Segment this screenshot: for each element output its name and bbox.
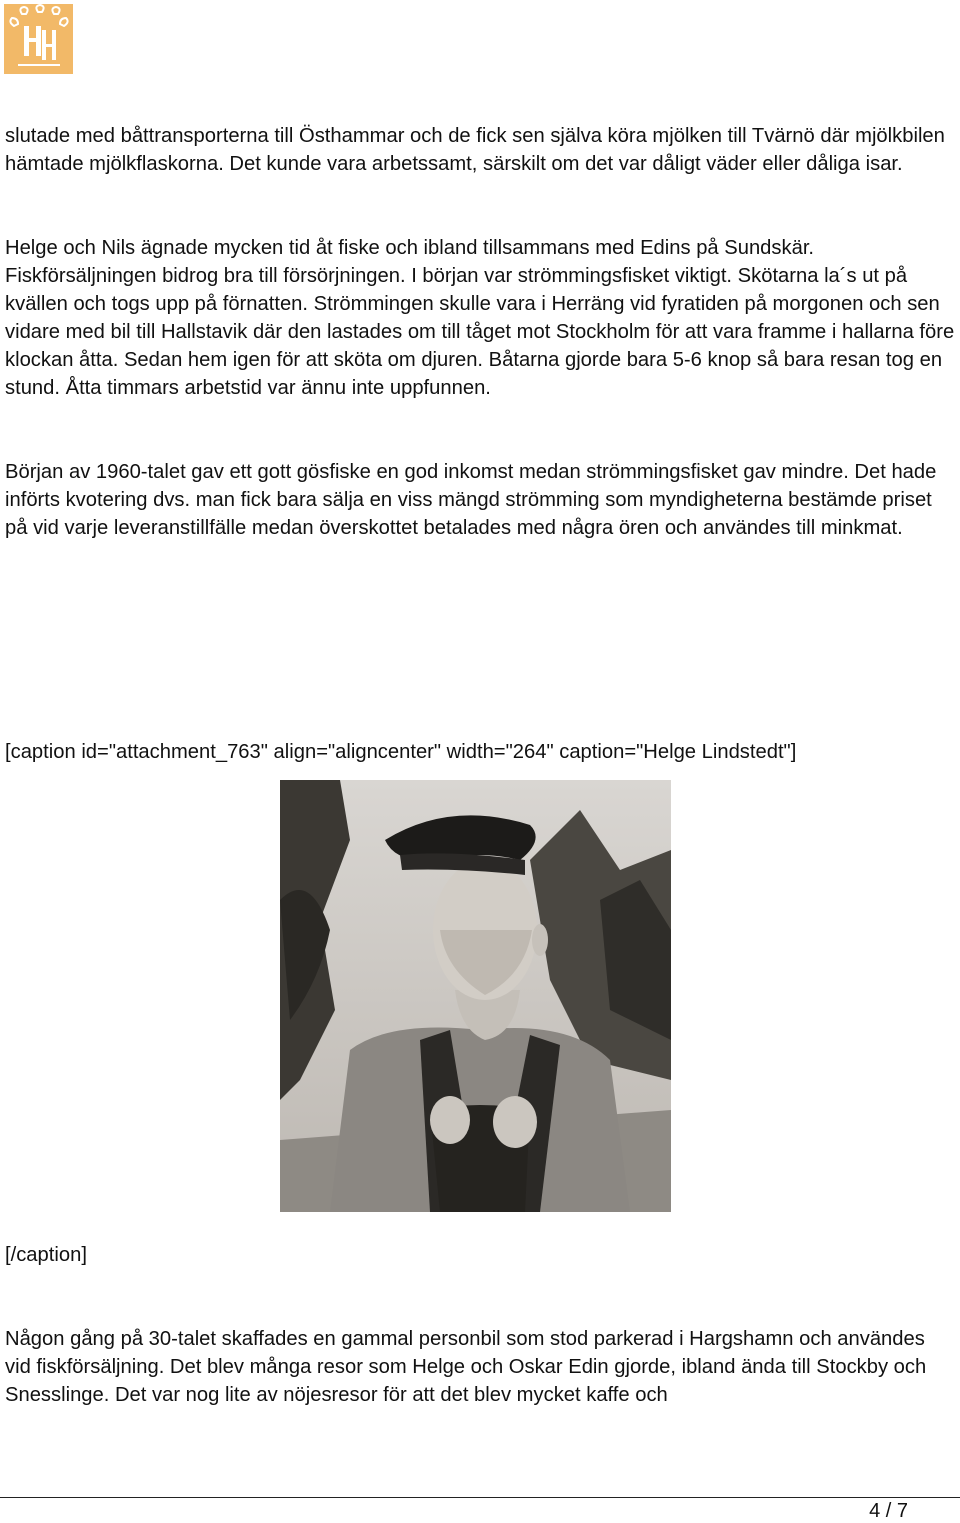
caption-shortcode-close: [/caption] bbox=[5, 1244, 87, 1266]
footer-divider bbox=[0, 1497, 960, 1498]
site-logo bbox=[4, 4, 73, 74]
page-number: 4 / 7 bbox=[869, 1500, 908, 1522]
hh-monogram-icon bbox=[4, 4, 73, 74]
paragraph-3: Början av 1960-talet gav ett gott gösfiske en god inkomst medan strömmingsfisket gav mindre. Det hade införts kvotering dvs. man fick bara sälja en viss mängd strömming som myndigheterna bestämde priset på vid varje leveranstillfälle medan överskottet betalades med några ören och användes till minkmat. bbox=[5, 461, 937, 539]
caption-shortcode-open: [caption id="attachment_763" align="aligncenter" width="264" caption="Helge Lindstedt"] bbox=[5, 741, 797, 763]
paragraph-4: Någon gång på 30-talet skaffades en gammal personbil som stod parkerad i Hargshamn och användes vid fiskförsäljning. Det blev många resor som Helge och Oskar Edin gjorde, ibland ända till Stockby och Snesslinge. Det var nog lite av nöjesresor för att det blev mycket kaffe och bbox=[5, 1328, 927, 1406]
paragraph-1: slutade med båttransporterna till Östhammar och de fick sen själva köra mjölken till Tvärnö där mjölkbilen hämtade mjölkflaskorna. Det kunde vara arbetssamt, särskilt om det var dåligt väder eller dåliga isar. bbox=[5, 125, 945, 175]
portrait-photo bbox=[280, 780, 671, 1212]
paragraph-2: Helge och Nils ägnade mycken tid åt fiske och ibland tillsammans med Edins på Sundskär. Fiskförsäljningen bidrog bra till försörjningen. I början var strömmingsfisket viktigt. Skötarna la´s ut på kvällen och togs upp på förnatten. Strömmingen skulle vara i Herräng vid fyratiden på morgonen och sen vidare med bil till Hallstavik där den lastades om till tåget mot Stockholm för att vara framme i hallarna före klockan åtta. Sedan hem igen för att sköta om djuren. Båtarna gjorde bara 5-6 knop så bara resan tog en stund. Åtta timmars arbetstid var ännu inte uppfunnen. bbox=[5, 237, 955, 399]
